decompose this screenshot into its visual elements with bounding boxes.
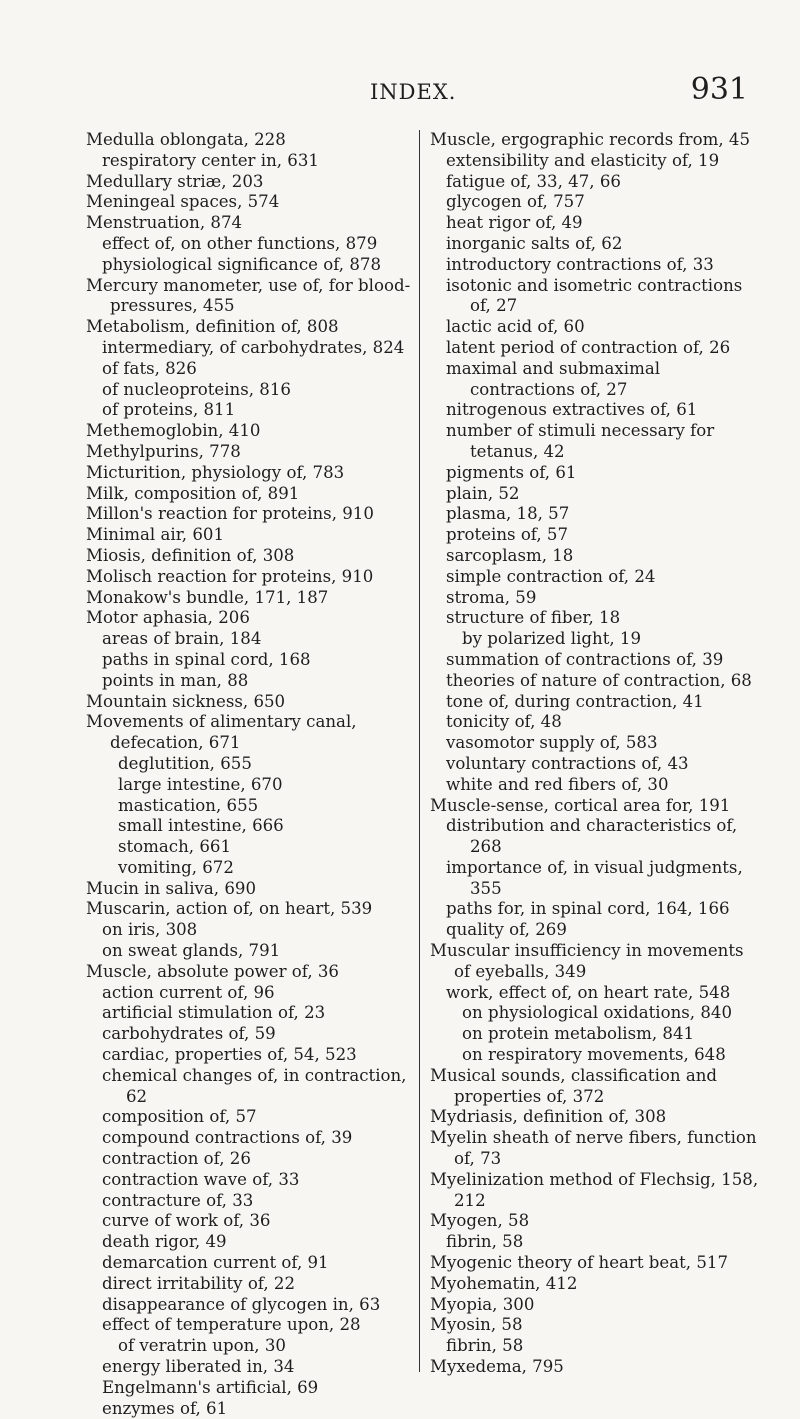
index-subentry: quality of, 269 — [446, 920, 567, 940]
index-entry: Muscle, ergographic records from, 45 — [430, 130, 751, 149]
index-subentry: on iris, 308 — [102, 920, 198, 940]
index-subentry: maximal and submaximal contractions of, 27 — [446, 358, 661, 399]
index-subentry: small intestine, 666 — [118, 816, 284, 836]
index-subentry: isotonic and isometric contractions of, 27 — [446, 275, 743, 316]
index-entry: Molisch reaction for proteins, 910 — [86, 566, 374, 586]
index-entry: Muscle, absolute power of, 36 — [86, 961, 339, 981]
index-entry: Micturition, physiology of, 783 — [86, 462, 345, 482]
index-subentry: mastication, 655 — [118, 795, 259, 815]
index-subentry: death rigor, 49 — [102, 1232, 227, 1252]
index-entry: Mucin in saliva, 690 — [86, 878, 257, 898]
index-column-left — [86, 130, 412, 1419]
index-subentry: respiratory center in, 631 — [102, 150, 319, 170]
index-subentry: inorganic salts of, 62 — [446, 233, 623, 253]
index-subentry: on sweat glands, 791 — [102, 941, 281, 961]
index-subentry: demarcation current of, 91 — [102, 1253, 329, 1273]
index-subentry: tone of, during contraction, 41 — [446, 691, 704, 711]
index-subentry: plasma, 18, 57 — [446, 504, 570, 524]
index-subentry: on protein metabolism, 841 — [462, 1024, 695, 1044]
index-entry: Miosis, definition of, 308 — [86, 545, 295, 565]
index-subentry: large intestine, 670 — [118, 774, 283, 794]
index-subentry: number of stimuli necessary for tetanus, 42 — [446, 421, 715, 461]
index-subentry: physiological significance of, 878 — [102, 254, 382, 274]
index-entry: Myogenic theory of heart beat, 517 — [430, 1253, 729, 1273]
index-entry: Myelin sheath of nerve fibers, function of, 73 — [430, 1128, 757, 1169]
index-subentry: of fats, 826 — [102, 358, 197, 378]
index-entry: Minimal air, 601 — [86, 525, 225, 545]
index-subentry: artificial stimulation of, 23 — [102, 1003, 326, 1023]
index-subentry: fibrin, 58 — [446, 1336, 524, 1356]
index-subentry: contraction of, 26 — [102, 1149, 251, 1169]
index-subentry: tonicity of, 48 — [446, 712, 562, 732]
index-subentry: plain, 52 — [446, 483, 520, 503]
index-subentry: voluntary contractions of, 43 — [446, 753, 689, 773]
index-entry: Medulla oblongata, 228 — [86, 130, 286, 149]
index-subentry: structure of fiber, 18 — [446, 608, 621, 628]
index-entry: Meningeal spaces, 574 — [86, 192, 280, 212]
index-subentry: lactic acid of, 60 — [446, 317, 585, 337]
index-subentry: paths in spinal cord, 168 — [102, 649, 311, 669]
index-entry: Mercury manometer, use of, for blood-pressures, 455 — [86, 275, 411, 316]
index-subentry: effect of temperature upon, 28 — [102, 1315, 361, 1335]
page-header — [0, 72, 800, 108]
index-subentry: fatigue of, 33, 47, 66 — [446, 171, 621, 191]
index-subentry: vasomotor supply of, 583 — [446, 733, 658, 753]
index-subentry: distribution and characteristics of, 268 — [446, 816, 738, 857]
index-subentry: on physiological oxidations, 840 — [462, 1003, 733, 1023]
index-subentry: glycogen of, 757 — [446, 192, 585, 212]
index-entry: Medullary striæ, 203 — [86, 171, 264, 191]
index-entry: Myelinization method of Flechsig, 158, 212 — [430, 1169, 759, 1210]
index-entry: Muscarin, action of, on heart, 539 — [86, 899, 373, 919]
index-subentry: of nucleoproteins, 816 — [102, 379, 291, 399]
index-subentry: composition of, 57 — [102, 1107, 257, 1127]
index-column-right — [419, 130, 760, 1377]
index-subentry: heat rigor of, 49 — [446, 213, 583, 233]
index-subentry: proteins of, 57 — [446, 525, 569, 545]
index-subentry: of veratrin upon, 30 — [118, 1336, 286, 1356]
index-subentry: importance of, in visual judgments, 355 — [446, 857, 743, 898]
index-entry: Mountain sickness, 650 — [86, 691, 286, 711]
index-entry: Movements of alimentary canal, defecation, 671 — [86, 712, 357, 753]
index-subentry: contracture of, 33 — [102, 1190, 254, 1210]
index-subentry: of proteins, 811 — [102, 400, 236, 420]
index-subentry: pigments of, 61 — [446, 462, 577, 482]
running-title: INDEX. — [370, 80, 457, 104]
index-subentry: paths for, in spinal cord, 164, 166 — [446, 899, 730, 919]
index-subentry: by polarized light, 19 — [462, 629, 642, 649]
index-subentry: sarcoplasm, 18 — [446, 545, 574, 565]
index-entry: Mydriasis, definition of, 308 — [430, 1107, 667, 1127]
index-subentry: curve of work of, 36 — [102, 1211, 271, 1231]
index-subentry: simple contraction of, 24 — [446, 566, 656, 586]
index-subentry: white and red fibers of, 30 — [446, 774, 669, 794]
index-subentry: deglutition, 655 — [118, 753, 252, 773]
index-subentry: cardiac, properties of, 54, 523 — [102, 1045, 357, 1065]
index-subentry: nitrogenous extractives of, 61 — [446, 400, 698, 420]
index-subentry: stroma, 59 — [446, 587, 537, 607]
index-entry: Myohematin, 412 — [430, 1273, 578, 1293]
index-subentry: disappearance of glycogen in, 63 — [102, 1294, 381, 1314]
page-number: 931 — [690, 72, 748, 107]
index-subentry: action current of, 96 — [102, 982, 275, 1002]
index-entry: Methylpurins, 778 — [86, 441, 241, 461]
index-subentry: introductory contractions of, 33 — [446, 254, 714, 274]
index-subentry: enzymes of, 61 — [102, 1398, 228, 1418]
index-entry: Millon's reaction for proteins, 910 — [86, 504, 374, 524]
index-entry: Milk, composition of, 891 — [86, 483, 300, 503]
index-entry: Menstruation, 874 — [86, 213, 243, 233]
index-subentry: carbohydrates of, 59 — [102, 1024, 276, 1044]
index-subentry: chemical changes of, in contraction, 62 — [102, 1065, 407, 1106]
index-subentry: fibrin, 58 — [446, 1232, 524, 1252]
index-entry: Myopia, 300 — [430, 1294, 535, 1314]
index-entry: Metabolism, definition of, 808 — [86, 317, 339, 337]
index-entry: Motor aphasia, 206 — [86, 608, 250, 628]
index-entry: Methemoglobin, 410 — [86, 421, 261, 441]
index-subentry: effect of, on other functions, 879 — [102, 233, 378, 253]
index-entry: Muscle-sense, cortical area for, 191 — [430, 795, 731, 815]
index-subentry: work, effect of, on heart rate, 548 — [446, 982, 731, 1002]
index-subentry: latent period of contraction of, 26 — [446, 337, 731, 357]
index-entry: Monakow's bundle, 171, 187 — [86, 587, 329, 607]
index-subentry: summation of contractions of, 39 — [446, 649, 724, 669]
index-subentry: stomach, 661 — [118, 837, 232, 857]
index-entry: Myxedema, 795 — [430, 1357, 564, 1377]
index-subentry: points in man, 88 — [102, 670, 249, 690]
index-entry: Musical sounds, classification and properties of, 372 — [430, 1065, 718, 1106]
index-subentry: vomiting, 672 — [118, 857, 234, 877]
index-subentry: direct irritability of, 22 — [102, 1273, 296, 1293]
index-subentry: on respiratory movements, 648 — [462, 1045, 726, 1065]
index-entry: Myogen, 58 — [430, 1211, 530, 1231]
index-subentry: areas of brain, 184 — [102, 629, 262, 649]
index-subentry: intermediary, of carbohydrates, 824 — [102, 337, 405, 357]
index-subentry: compound contractions of, 39 — [102, 1128, 353, 1148]
index-subentry: energy liberated in, 34 — [102, 1357, 295, 1377]
index-subentry: extensibility and elasticity of, 19 — [446, 150, 720, 170]
index-subentry: Engelmann's artificial, 69 — [102, 1377, 319, 1397]
index-subentry: contraction wave of, 33 — [102, 1169, 300, 1189]
index-subentry: theories of nature of contraction, 68 — [446, 670, 752, 690]
index-entry: Muscular insufficiency in movements of eyeballs, 349 — [430, 941, 744, 981]
index-entry: Myosin, 58 — [430, 1315, 523, 1335]
